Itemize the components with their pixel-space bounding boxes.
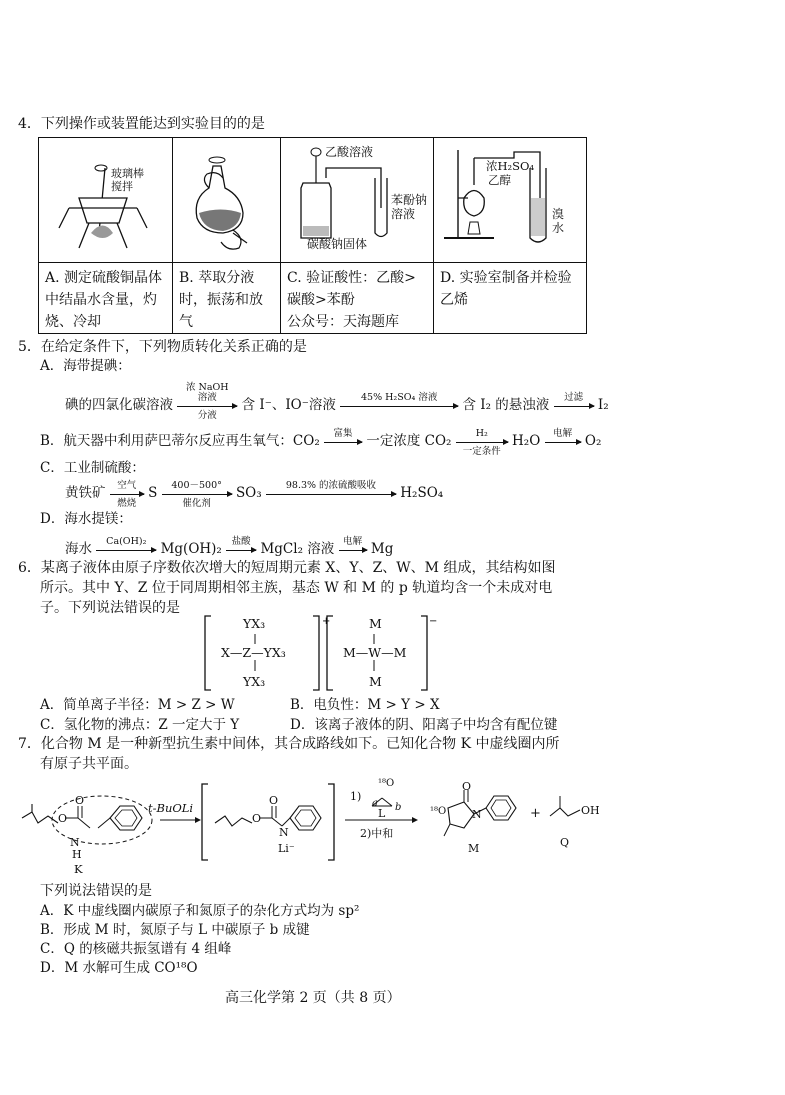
q4-option-d: D. 实验室制备并检验乙烯 [434, 263, 587, 334]
page-footer: 高三化学第 2 页（共 8 页） [225, 990, 401, 1006]
label-ethanol: 乙醇 [488, 173, 511, 187]
q4-option-c: C. 验证酸性：乙酸>碳酸>苯酚 公众号：天海题库 [281, 263, 434, 334]
q5-option-b-chain: B．航天器中利用萨巴蒂尔反应再生氧气：CO₂ 富集 一定浓度 CO₂ H₂ 一定条件 H₂O 电解 O₂ [40, 428, 602, 457]
label-Q: Q [560, 836, 570, 849]
q7-option-d: D．M 水解可生成 CO¹⁸O [40, 960, 198, 976]
label-sodium-carbonate: 碳酸钠固体 [307, 237, 368, 251]
svg-text:−: − [429, 616, 438, 627]
label-phenoxide-1: 苯酚钠 [391, 193, 428, 207]
q4-option-a: A. 测定硫酸铜晶体中结晶水含量，灼烧、冷却 [39, 263, 173, 334]
label-glass-rod: 玻璃棒 [111, 167, 144, 180]
q5-option-c-title: C．工业制硫酸： [40, 460, 145, 476]
q4-image-c [281, 138, 434, 263]
q6-option-c: C．氢化物的沸点：Z 一定大于 Y [40, 717, 240, 733]
q4-option-b: B. 萃取分液时，振荡和放气 [173, 263, 281, 334]
cation-middle: X—Z—YX₃ [221, 645, 286, 660]
anion-top: M [369, 616, 382, 631]
anion-middle: M—W—M [343, 645, 407, 660]
label-conc-sulfuric: 浓H₂SO₄ [486, 159, 535, 173]
q7-option-c: C．Q 的核磁共振氢谱有 4 组峰 [40, 941, 232, 957]
svg-text:+: + [322, 616, 331, 627]
label-phenoxide-2: 溶液 [391, 207, 416, 221]
label-M: M [468, 842, 480, 855]
label-b: b [395, 802, 402, 813]
label-bromine-2: 水 [552, 221, 565, 235]
q4-image-a [39, 138, 173, 263]
cation-top: YX₃ [243, 616, 266, 631]
reaction-structures [20, 768, 620, 878]
label-reagent: t-BuOLi [148, 801, 194, 815]
q5-option-a-chain: 碘的四氯化碳溶液 浓 NaOH 溶液 分液 含 I⁻、IO⁻溶液 45% H₂SO₄ 溶液 含 I₂ 的悬浊液 过滤 I₂ [65, 382, 609, 421]
label-a: a [372, 798, 378, 809]
q6-line3: 子。下列说法错误的是 [40, 600, 180, 616]
q5-option-a-title: A．海带提碘： [40, 358, 131, 374]
label-K: K [74, 862, 83, 876]
label-li: Li⁻ [278, 842, 295, 855]
q5-option-d-chain: 海水 Ca(OH)₂ Mg(OH)₂ 盐酸 MgCl₂ 溶液 电解 Mg [65, 536, 394, 557]
q6-option-b: B．电负性：M > Y > X [290, 697, 440, 713]
q7-option-b: B．形成 M 时，氮原子与 L 中碳原子 b 成键 [40, 922, 310, 938]
q6-line2: 所示。其中 Y、Z 位于同周期相邻主族，基态 W 和 M 的 p 轨道均含一个未成对电 [40, 580, 553, 596]
q4-options-table [38, 137, 587, 334]
q6-option-d: D．该离子液体的阴、阳离子中均含有配位键 [290, 717, 558, 733]
label-bromine-1: 溴 [552, 207, 565, 221]
q6-line1: 6．某离子液体由原子序数依次增大的短周期元素 X、Y、Z、W、M 组成，其结构如图 [18, 560, 556, 576]
q6-option-a: A．简单离子半径：M > Z > W [40, 697, 235, 713]
q7-question: 下列说法错误的是 [40, 883, 152, 899]
q4-image-b [173, 138, 281, 263]
label-step1: 1) [350, 790, 362, 803]
label-acetic-acid: 乙酸溶液 [325, 145, 374, 159]
crucible-apparatus-icon [39, 138, 172, 258]
q4-image-d [434, 138, 587, 263]
ethylene-prep-apparatus-icon [434, 138, 586, 258]
q5-option-c-chain: 黄铁矿 空气 燃烧 S 400－500° 催化剂 SO₃ 98.3% 的浓硫酸吸收 H₂SO₄ [65, 480, 444, 509]
separatory-funnel-hand-icon [173, 138, 280, 258]
watermark: 公众号：天海题库 [287, 314, 399, 330]
q7-line2: 有原子共平面。 [40, 756, 138, 772]
q7-reaction-scheme: N H O O K t-BuOLi O O N Li⁻ 1) ¹⁸O a b L 2)中和 O ¹⁸O N M + OH Q [20, 768, 620, 878]
label-step2: 2)中和 [360, 827, 394, 840]
label-OH: OH [581, 804, 600, 817]
label-L: L [378, 807, 386, 820]
label-stir: 搅拌 [111, 180, 133, 193]
q7-line1: 7．化合物 M 是一种新型抗生素中间体，其合成路线如下。已知化合物 K 中虚线圈内所 [18, 736, 560, 752]
q4-stem: 4．下列操作或装置能达到实验目的的是 [18, 116, 265, 132]
q7-option-a: A．K 中虚线圈内碳原子和氮原子的杂化方式均为 sp² [40, 903, 360, 919]
label-o18: ¹⁸O [378, 778, 395, 789]
q5-option-d-title: D．海水提镁： [40, 511, 132, 527]
cation-bottom: YX₃ [243, 674, 266, 689]
label-plus: + [530, 806, 541, 821]
anion-bottom: M [369, 674, 382, 689]
q6-structure [203, 614, 438, 692]
q5-stem: 5．在给定条件下，下列物质转化关系正确的是 [18, 339, 307, 355]
